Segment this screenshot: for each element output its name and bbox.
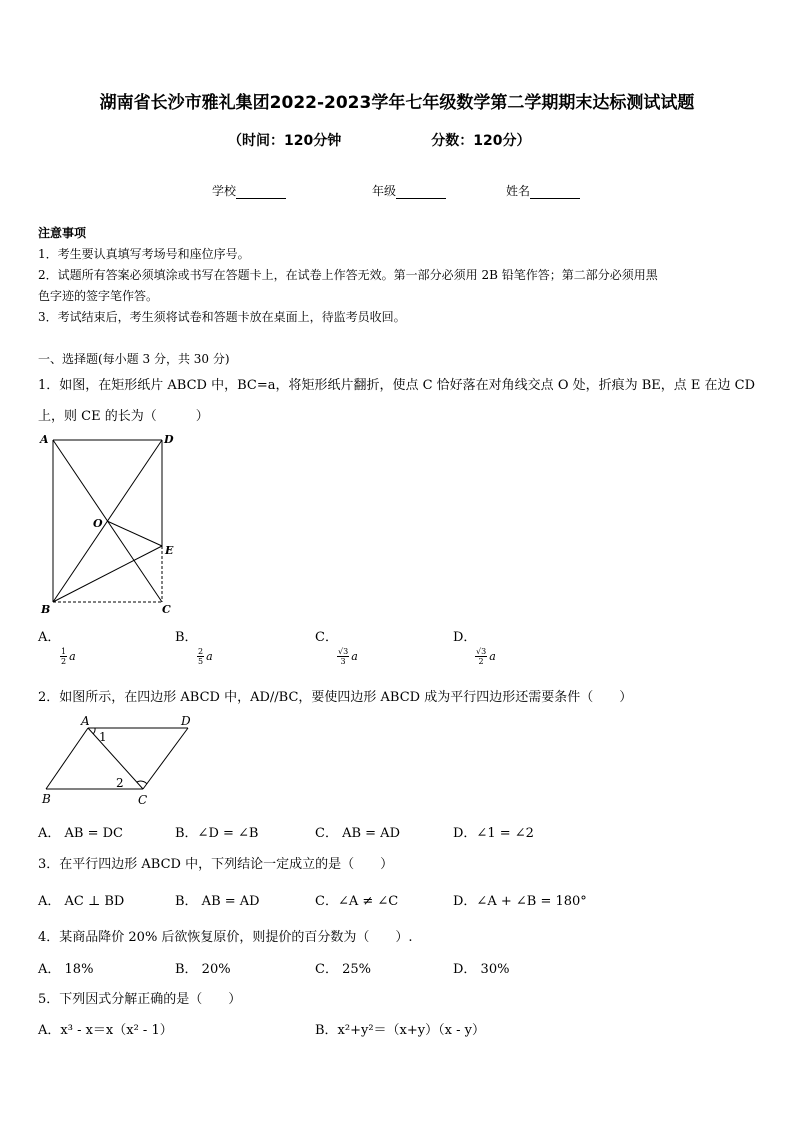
exam-score: 分数：120分） bbox=[431, 133, 531, 149]
q1-figure bbox=[36, 430, 186, 620]
q1-label-d: D bbox=[164, 433, 174, 446]
q1-label-b: B bbox=[41, 603, 51, 616]
q2-figure bbox=[36, 712, 206, 810]
section-heading: 一、选择题(每小题 3 分，共 30 分) bbox=[38, 352, 230, 366]
note-item: 1．考生要认真填写考场号和座位序号。 bbox=[38, 247, 250, 261]
q2-label-angle2: 2 bbox=[116, 776, 124, 790]
q3-option-a[interactable]: A． AC ⊥ BD bbox=[38, 894, 125, 909]
note-item: 色字迹的签字笔作答。 bbox=[38, 289, 159, 303]
q4-option-a[interactable]: A． 18% bbox=[38, 962, 94, 977]
q4-option-d[interactable]: D． 30% bbox=[453, 962, 510, 977]
q1-option-d[interactable]: D． $\frac{√3}{2}$ a bbox=[453, 630, 496, 666]
notes-heading: 注意事项 bbox=[38, 226, 87, 240]
fraction: $\frac{√3}{2}$ bbox=[476, 647, 487, 666]
q4-option-b[interactable]: B． 20% bbox=[175, 962, 231, 977]
note-item: 2．试题所有答案必须填涂或书写在答题卡上，在试卷上作答无效。第一部分必须用 2B 铅笔作答；第二部分必须用黑 bbox=[38, 268, 658, 282]
q1-label-o: O bbox=[93, 517, 103, 530]
name-field[interactable] bbox=[506, 182, 580, 199]
school-field[interactable] bbox=[212, 182, 286, 199]
school-label: 学校 bbox=[212, 184, 237, 198]
q4-option-c[interactable]: C． 25% bbox=[315, 962, 371, 977]
q3-option-c[interactable]: C．∠A ≠ ∠C bbox=[315, 894, 399, 909]
q1-option-c[interactable]: C． $\frac{√3}{3}$ a bbox=[315, 630, 358, 666]
q1-option-a[interactable]: A． $\frac{1}{2}$ a bbox=[38, 630, 76, 666]
q3-option-d[interactable]: D．∠A + ∠B = 180° bbox=[453, 894, 587, 909]
option-letter: A． bbox=[38, 630, 61, 645]
q1-label-e: E bbox=[165, 544, 174, 557]
fraction: $\frac{1}{2}$ bbox=[61, 647, 67, 666]
q3-text: 3．在平行四边形 ABCD 中，下列结论一定成立的是（ ） bbox=[38, 857, 394, 872]
page-title: 湖南省长沙市雅礼集团2022-2023学年七年级数学第二学期期末达标测试试题 bbox=[99, 93, 695, 113]
q2-label-d: D bbox=[181, 714, 191, 728]
q2-option-d[interactable]: D．∠1 = ∠2 bbox=[453, 826, 534, 841]
exam-time: （时间：120分钟 bbox=[228, 133, 342, 149]
q1-option-b[interactable]: B． $\frac{2}{5}$ a bbox=[175, 630, 213, 666]
q1-text-line1: 1．如图，在矩形纸片 ABCD 中，BC=a，将矩形纸片翻折，使点 C 恰好落在对角线交点 O 处，折痕为 BE，点 E 在边 CD bbox=[38, 378, 756, 393]
q5-option-b[interactable]: B．x²+y²＝（x+y）（x - y） bbox=[315, 1023, 485, 1038]
q4-text: 4．某商品降价 20% 后欲恢复原价，则提价的百分数为（ ）. bbox=[38, 930, 413, 945]
q2-label-b: B bbox=[42, 792, 51, 806]
option-letter: B． bbox=[175, 630, 198, 645]
school-blank[interactable] bbox=[236, 186, 286, 199]
grade-label: 年级 bbox=[372, 184, 397, 198]
q5-option-a[interactable]: A．x³ - x＝x（x² - 1） bbox=[38, 1023, 173, 1038]
option-letter: D． bbox=[453, 630, 477, 645]
exam-meta bbox=[228, 130, 530, 150]
q2-option-b[interactable]: B．∠D = ∠B bbox=[175, 826, 259, 841]
name-blank[interactable] bbox=[530, 186, 580, 199]
option-letter: C． bbox=[315, 630, 338, 645]
q5-text: 5．下列因式分解正确的是（ ） bbox=[38, 992, 242, 1007]
grade-field[interactable] bbox=[372, 182, 446, 199]
fraction: $\frac{2}{5}$ bbox=[198, 647, 204, 666]
name-label: 姓名 bbox=[506, 184, 531, 198]
fraction: $\frac{√3}{3}$ bbox=[338, 647, 349, 666]
q2-label-angle1: 1 bbox=[99, 730, 107, 744]
q2-text: 2．如图所示，在四边形 ABCD 中，AD//BC，要使四边形 ABCD 成为平行四边形还需要条件（ ） bbox=[38, 690, 633, 705]
grade-blank[interactable] bbox=[396, 186, 446, 199]
note-item: 3．考试结束后，考生须将试卷和答题卡放在桌面上，待监考员收回。 bbox=[38, 310, 406, 324]
q2-option-a[interactable]: A． AB = DC bbox=[38, 826, 123, 841]
q2-label-a: A bbox=[81, 714, 90, 728]
q1-text-line2: 上，则 CE 的长为（ ） bbox=[38, 409, 209, 424]
q1-label-c: C bbox=[162, 603, 171, 616]
q2-label-c: C bbox=[138, 793, 148, 807]
q3-option-b[interactable]: B． AB = AD bbox=[175, 894, 260, 909]
q2-option-c[interactable]: C． AB = AD bbox=[315, 826, 400, 841]
q1-label-a: A bbox=[40, 433, 49, 446]
